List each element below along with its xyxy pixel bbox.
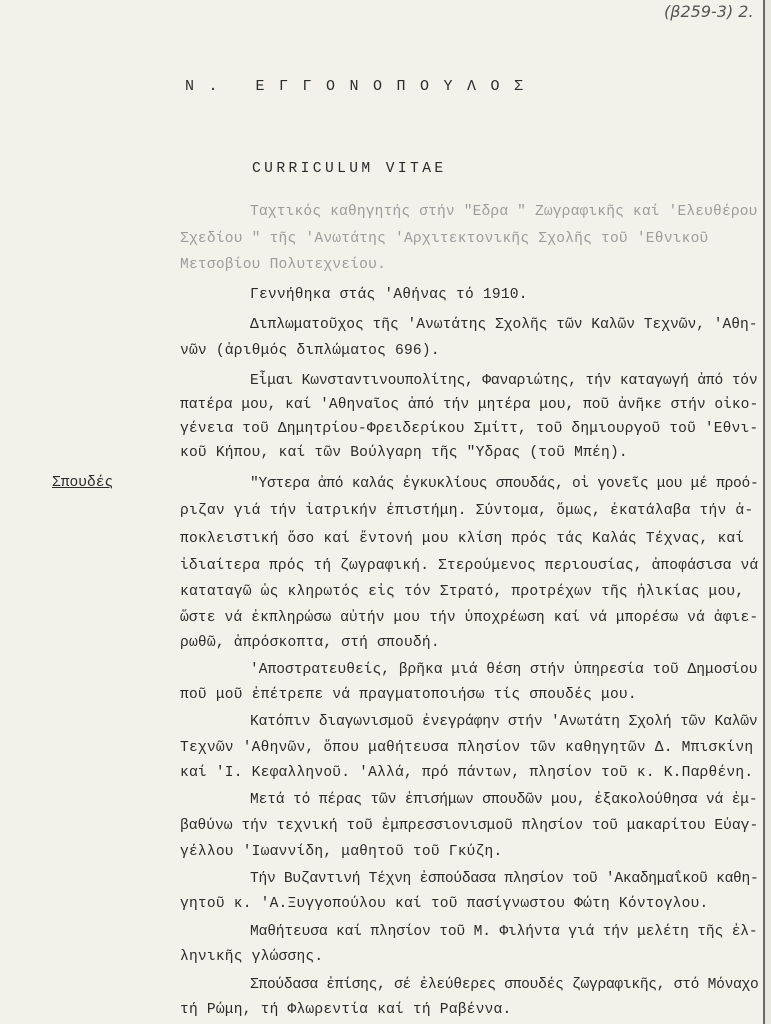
studies-line: Σπούδασα ἐπίσης, σέ ἐλεύθερες σπουδές ζωγραφικῆς, στό Μόναχο: [250, 977, 759, 993]
section-label-studies: Σπουδές: [52, 475, 114, 491]
origin-line: πατέρα μου, καί 'Αθηναῖος ἀπό τήν μητέρα μου, ποῦ ἀνῆκε στήν οἰκο-: [180, 397, 759, 413]
author-heading: Ν. ΕΓΓΟΝΟΠΟΥΛΟΣ: [185, 78, 538, 95]
origin-line: γένεια τοῦ Δημητρίου-Φρειδερίκου Σμίττ, τοῦ δημιουργοῦ τοῦ 'Εθνι-: [180, 421, 759, 437]
position-line: Σχεδίου " τῆς 'Ανωτάτης 'Αρχιτεκτονικῆς Σχολῆς τοῦ 'Εθνικοῦ: [180, 231, 709, 247]
position-line: Μετσοβίου Πολυτεχνείου.: [180, 257, 387, 273]
studies-line: ποῦ μοῦ ἐπέτρεπε νά πραγματοποιήσω τίς σπουδές μου.: [180, 687, 637, 703]
studies-line: βαθύνω τήν τεχνική τοῦ ἐμπρεσσιονισμοῦ πλησίον τοῦ μακαρίτου Εὐαγ-: [180, 818, 759, 834]
studies-line: Τεχνῶν 'Αθηνῶν, ὅπου μαθήτευσα πλησίον τῶν καθηγητῶν Δ. Μπισκίνη: [180, 740, 754, 756]
studies-line: Μαθήτευσα καί πλησίον τοῦ Μ. Φιλήντα γιά τήν μελέτη τῆς ἐλ-: [250, 924, 758, 940]
birth-line: Γεννήθηκα στάς 'Αθήνας τό 1910.: [250, 287, 528, 303]
origin-line: Εἶμαι Κωνσταντινουπολίτης, Φαναριώτης, τήν καταγωγή ἀπό τόν: [250, 373, 758, 389]
studies-line: ληνικῆς γλώσσης.: [180, 949, 324, 965]
studies-line: "Υστερα ἀπό καλάς ἐγκυκλίους σπουδάς, οἱ γονεῖς μου μέ προό-: [250, 476, 759, 492]
studies-line: γητοῦ κ. 'Α.Ξυγγοπούλου καί τοῦ πασίγνωστου Φώτη Κόντογλου.: [180, 896, 709, 912]
diploma-line: νῶν (ἀριθμός διπλώματος 696).: [180, 343, 440, 359]
diploma-line: Διπλωματοῦχος τῆς 'Ανωτάτης Σχολῆς τῶν Καλῶν Τεχνῶν, 'Αθη-: [250, 317, 758, 333]
studies-line: ρωθῶ, ἀπρόσκοπτα, στή σπουδή.: [180, 635, 440, 651]
studies-line: καταταγῶ ὡς κληρωτός εἰς τόν Στρατό, προτρέχων τῆς ἡλικίας μου,: [180, 584, 745, 600]
studies-line: τή Ρώμη, τή Φλωρεντία καί τή Ραβέννα.: [180, 1002, 512, 1018]
studies-line: γέλλου 'Ιωαννίδη, μαθητοῦ τοῦ Γκύζη.: [180, 844, 503, 860]
studies-line: Κατόπιν διαγωνισμοῦ ἐνεγράφην στήν 'Ανωτάτη Σχολή τῶν Καλῶν: [250, 714, 758, 730]
studies-line: Μετά τό πέρας τῶν ἐπισήμων σπουδῶν μου, ἐξακολούθησα νά ἐμ-: [250, 792, 758, 808]
studies-line: ποκλειστική ὅσο καί ἔντονή μου κλίση πρός τάς Καλάς Τέχνας, καί: [180, 531, 745, 547]
studies-line: 'Αποστρατευθείς, βρῆκα μιά θέση στήν ὑπηρεσία τοῦ Δημοσίου: [250, 662, 758, 678]
studies-line: Τήν Βυζαντινή Τέχνη ἐσπούδασα πλησίον τοῦ 'Ακαδημαΐκοῦ καθη-: [250, 871, 759, 887]
studies-line: ἰδιαίτερα πρός τή ζωγραφική. Στερούμενος περιουσίας, ἀποφάσισα νά: [180, 558, 759, 574]
studies-line: ὥστε νά ἐκπληρώσω αὐτήν μου τήν ὑποχρέωση καί νά μπορέσω νά ἀφιε-: [180, 610, 759, 626]
origin-line: κοῦ Κήπου, καί τῶν Βούλγαρη τῆς "Υδρας (τοῦ Μπέη).: [180, 445, 628, 461]
document-title: CURRICULUM VITAE: [252, 161, 447, 177]
position-line: Ταχτικός καθηγητής στήν "Εδρα " Ζωγραφικῆς καί 'Ελευθέρου: [250, 204, 758, 220]
page-edge: [765, 0, 771, 1024]
studies-line: ριζαν γιά τήν ἰατρικήν ἐπιστήμη. Σύντομα, ὅμως, ἐκατάλαβα τήν ἀ-: [180, 503, 754, 519]
archive-reference-note: (β259-3) 2.: [664, 2, 754, 21]
studies-line: καί 'Ι. Κεφαλληνοῦ. 'Αλλά, πρό πάντων, πλησίον τοῦ κ. Κ.Παρθένη.: [180, 765, 754, 781]
